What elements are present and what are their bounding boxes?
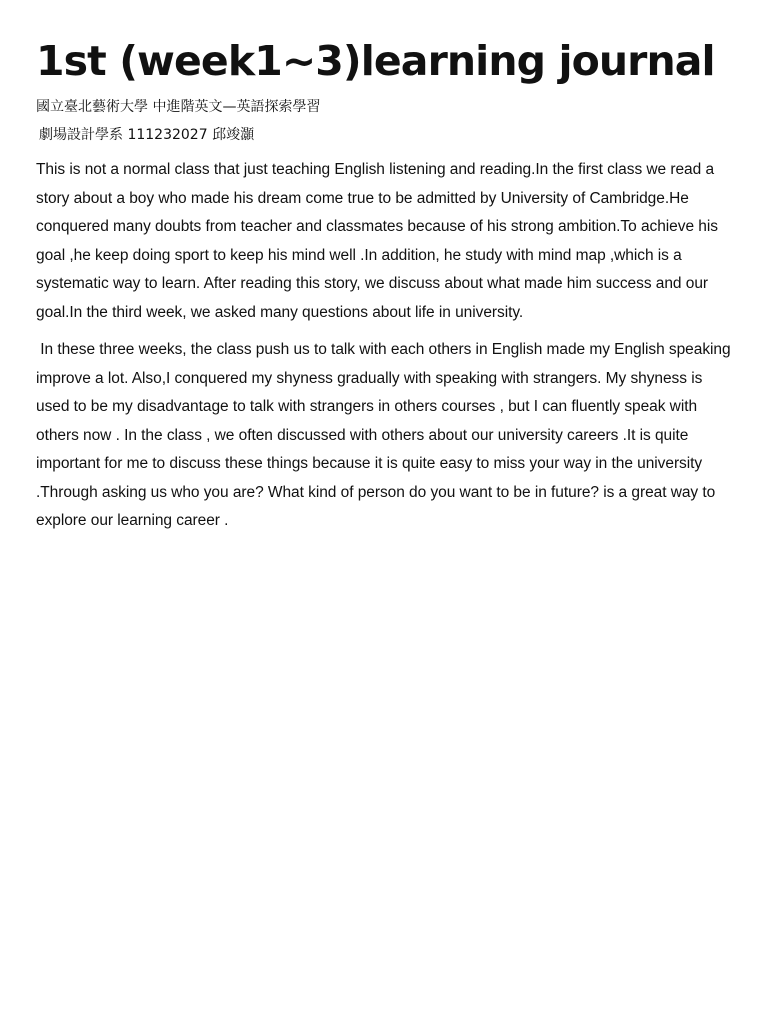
journal-body <box>36 156 738 536</box>
paragraph-1: This is not a normal class that just teaching English listening and reading.In the first class we read a story about a boy who made his dream come true to be admitted by University of Cambridge.He conquered many doubts from teacher and classmates because of his strong ambition.To achieve his goal ,he keep doing sport to keep his mind well .In addition, he study with mind map ,which is a systematic way to learn. After reading this story, we discuss about what made him success and our goal.In the third week, we asked many questions about life in university. <box>36 161 718 321</box>
school-course-line: 國立臺北藝術大學 中進階英文—英語探索學習 <box>36 99 321 115</box>
paragraph-2 <box>36 336 738 536</box>
document-title: 1st (week1~3)learning journal <box>36 37 715 85</box>
department-student-line: 劇場設計學系 111232027 邱竣灝 <box>39 127 255 143</box>
paragraph-2-text: In these three weeks, the class push us to talk with each others in English made my English speaking improve a lot. Also,I conquered my shyness gradually with speaking with strangers. My shyness is used to be my disadvantage to talk with strangers in others courses , but I can fluently speak with others now . In the class , we often discussed with others about our university careers .It is quite important for me to discuss these things because it is quite easy to miss your way in the university .Through asking us who you are? What kind of person do you want to be in future? is a great way to explore our learning career . <box>36 341 731 529</box>
